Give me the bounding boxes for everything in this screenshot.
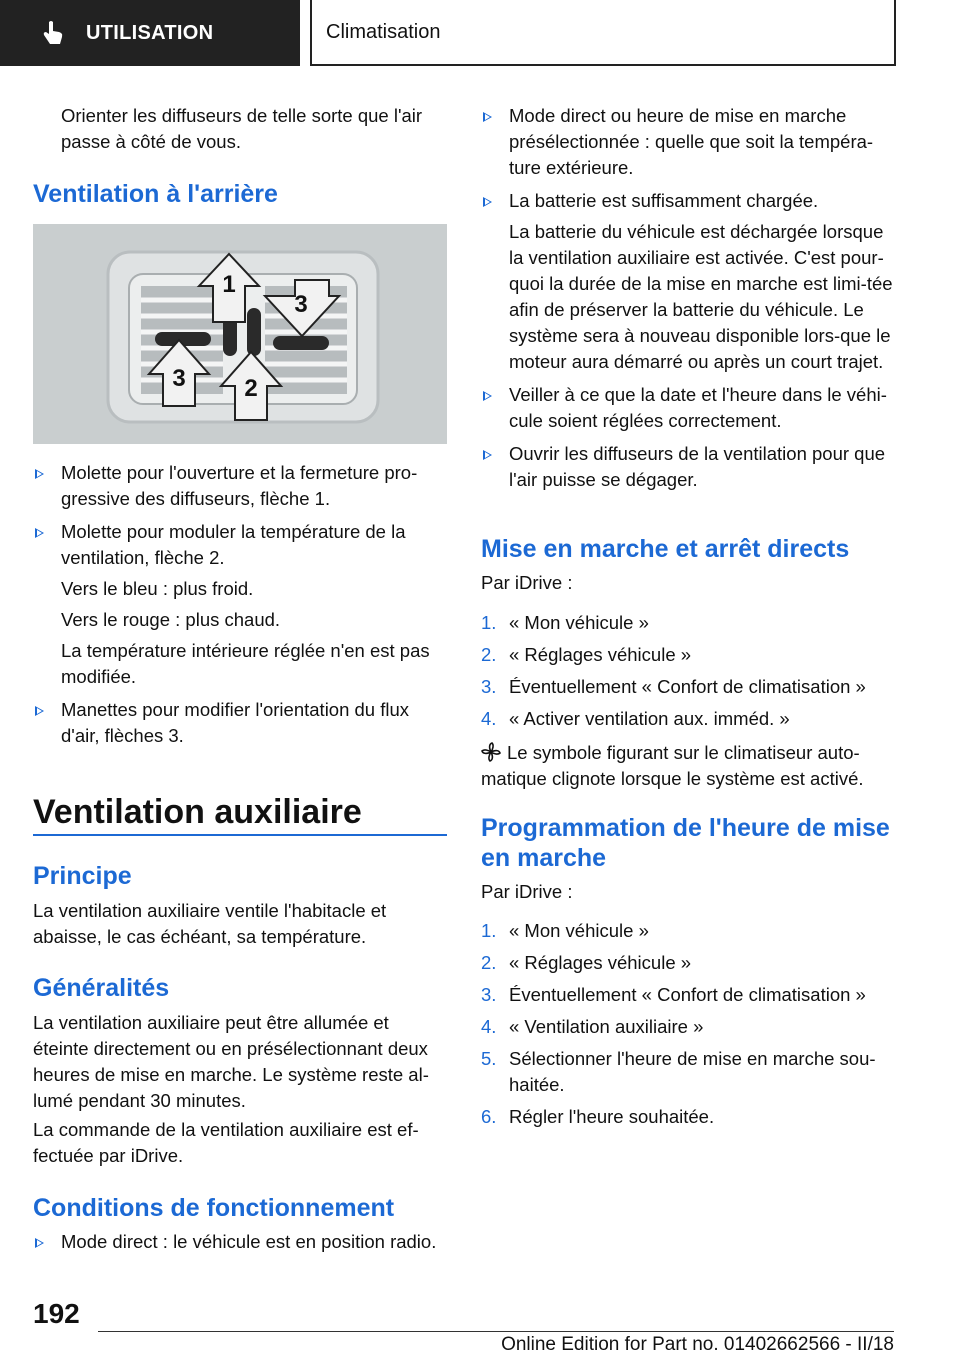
arrow-label-3-right: 3: [294, 291, 308, 318]
footer-rule: [98, 1331, 894, 1332]
generalites-text-2: La commande de la ventilation auxiliaire est ef-fectuée par iDrive.: [33, 1119, 419, 1166]
arrow-label-3-left: 3: [172, 365, 186, 392]
principe-text: La ventilation auxiliaire ventile l'habitacle et abaisse, le cas échéant, sa température.: [33, 900, 387, 947]
bullet-note: Vers le rouge : plus chaud.: [61, 609, 281, 630]
list-item: Veiller à ce que la date et l'heure dans le véhi-cule soient réglées correctement.: [481, 382, 897, 434]
triangle-bullet-icon: [483, 450, 492, 460]
page-number: 192: [33, 1298, 80, 1329]
triangle-bullet-icon: [35, 528, 44, 538]
list-item: 3. Éventuellement « Confort de climatisation »: [481, 984, 866, 1005]
direct-intro: Par iDrive :: [481, 572, 573, 593]
triangle-bullet-icon: [483, 391, 492, 401]
triangle-bullet-icon: [35, 706, 44, 716]
list-item: 5. Sélectionner l'heure de mise en marche sou-haitée.: [481, 1048, 876, 1095]
triangle-bullet-icon: [483, 197, 492, 207]
main-heading: Ventilation auxiliaire: [33, 793, 362, 831]
prog-steps: [481, 918, 897, 1130]
list-item: 6. Régler l'heure souhaitée.: [481, 1106, 715, 1127]
edition-text: Online Edition for Part no. 01402662566 - II/18: [501, 1334, 894, 1355]
rear-vent-heading: Ventilation à l'arrière: [33, 180, 278, 208]
list-item: 4. « Activer ventilation aux. imméd. »: [481, 708, 790, 729]
prog-intro: Par iDrive :: [481, 881, 573, 902]
generalites-heading: Généralités: [33, 974, 170, 1002]
list-item: Ouvrir les diffuseurs de la ventilation pour que l'air puisse se dégager.: [481, 441, 897, 493]
fan-icon: [481, 742, 501, 762]
topic-label: Climatisation: [326, 20, 441, 43]
battery-note: La batterie du véhicule est déchargée lorsque la ventilation auxiliaire est activée. C'est pour-quoi la durée de la mise en marche est limi-tée afin de préserver la batterie du véhicule. Le système sera à nouveau disponible lors-que le moteur aura démarré ou après un court trajet.: [509, 221, 893, 372]
direct-heading: Mise en marche et arrêt directs: [481, 535, 850, 563]
list-item: La batterie est suffisamment chargée.: [481, 188, 897, 214]
triangle-bullet-icon: [35, 1238, 44, 1248]
section-label: UTILISATION: [86, 21, 214, 44]
triangle-bullet-icon: [483, 112, 492, 122]
symbol-note: Le symbole figurant sur le climatiseur auto-matique clignote lorsque le système est activé.: [481, 742, 864, 789]
principe-heading: Principe: [33, 862, 132, 890]
page-header: [0, 0, 960, 66]
direct-steps: [481, 610, 897, 732]
list-item: Mode direct ou heure de mise en marche présélectionnée : quelle que soit la tempéra-ture extérieure.: [481, 103, 897, 181]
heading-rule: [33, 834, 447, 836]
list-item: Manettes pour modifier l'orientation du flux d'air, flèches 3.: [33, 697, 447, 749]
conditions-bullet-list: [481, 103, 897, 493]
rear-bullet-list: [33, 460, 447, 749]
list-item: 1. « Mon véhicule »: [481, 612, 649, 633]
list-item: Mode direct : le véhicule est en position radio.: [33, 1229, 447, 1255]
hand-pointer-icon: [40, 20, 66, 46]
list-item: 1. « Mon véhicule »: [481, 920, 649, 941]
arrow-label-1: 1: [222, 271, 236, 298]
list-item: 2. « Réglages véhicule »: [481, 952, 692, 973]
generalites-text-1: La ventilation auxiliaire peut être allumée et éteinte directement ou en présélectionnant deux heures de mise en marche. Le système reste al-lumé pendant 30 minutes.: [33, 1012, 429, 1111]
bullet-note: La température intérieure réglée n'en est pas modifiée.: [61, 640, 430, 687]
topic-tab: [310, 0, 896, 66]
rear-vent-figure: [33, 224, 447, 444]
list-item: Molette pour moduler la température de la ventilation, flèche 2.: [33, 519, 447, 571]
list-item: Molette pour l'ouverture et la fermeture pro-gressive des diffuseurs, flèche 1.: [33, 460, 447, 512]
section-tab: [0, 0, 300, 66]
conditions-heading: Conditions de fonctionnement: [33, 1194, 395, 1222]
arrow-label-2: 2: [244, 375, 258, 402]
bullet-note: Vers le bleu : plus froid.: [61, 578, 254, 599]
list-item: 2. « Réglages véhicule »: [481, 644, 692, 665]
list-item: 3. Éventuellement « Confort de climatisation »: [481, 676, 866, 697]
prog-heading: Programmation de l'heure de mise en marche: [481, 814, 890, 872]
symbol-note-block: [481, 740, 897, 792]
list-item: 4. « Ventilation auxiliaire »: [481, 1016, 704, 1037]
intro-text: Orienter les diffuseurs de telle sorte que l'air passe à côté de vous.: [61, 105, 423, 152]
triangle-bullet-icon: [35, 469, 44, 479]
